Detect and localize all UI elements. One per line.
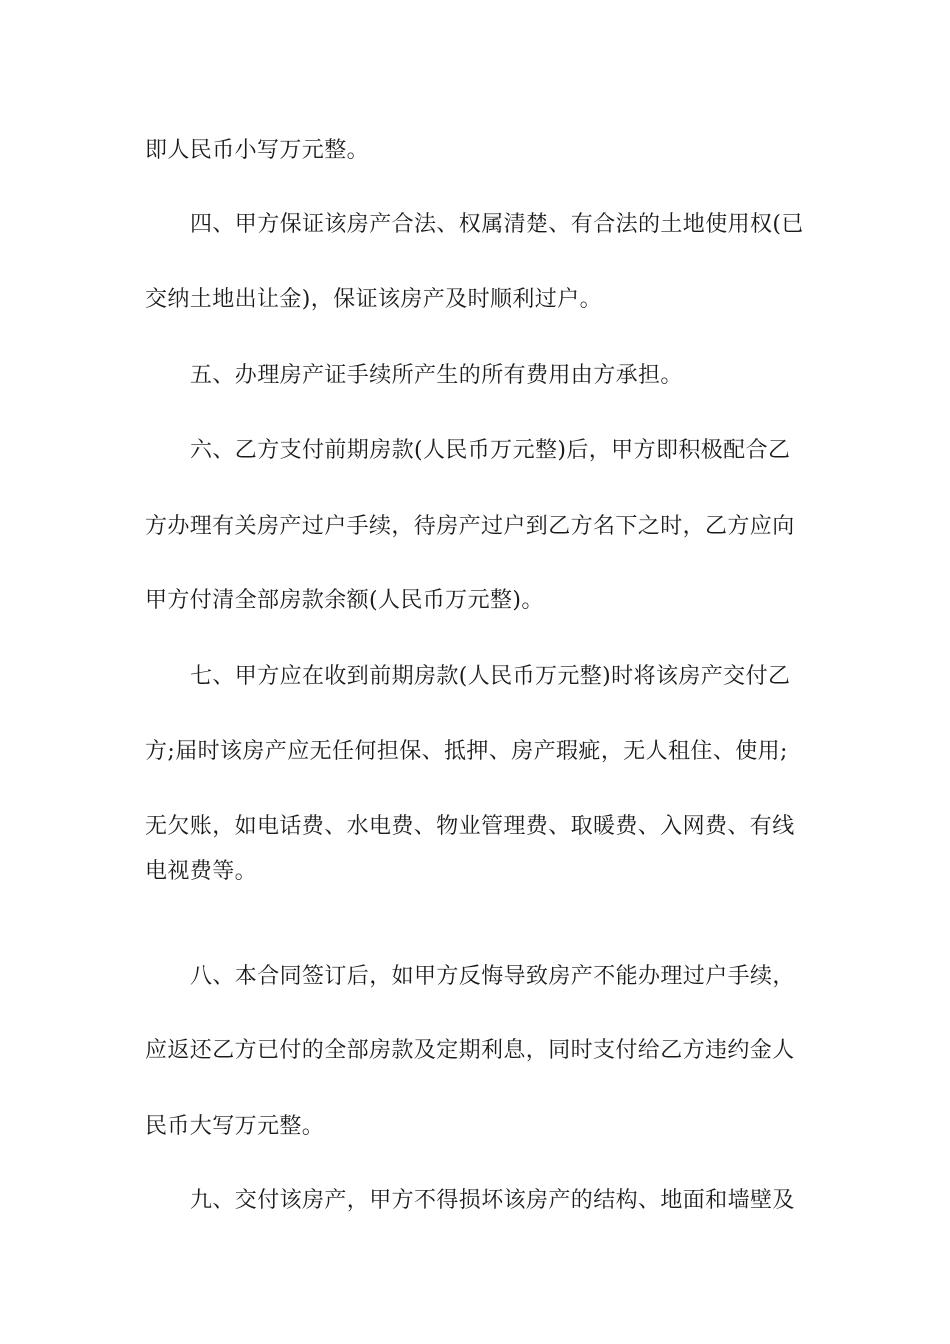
text-line: 交纳土地出让金)，保证该房产及时顺利过户。: [145, 287, 602, 312]
text-line: 甲方付清全部房款余额(人民币万元整)。: [145, 588, 544, 613]
clause-7-line: 七、甲方应在收到前期房款(人民币万元整)时将该房产交付乙: [190, 664, 791, 689]
text-line: 方办理有关房产过户手续，待房产过户到乙方名下之时，乙方应向: [145, 514, 795, 539]
clause-5-line: 五、办理房产证手续所产生的所有费用由方承担。: [190, 363, 683, 388]
text-line: 无欠账，如电话费、水电费、物业管理费、取暖费、入网费、有线: [145, 814, 795, 839]
clause-9-line: 九、交付该房产，甲方不得损坏该房产的结构、地面和墙壁及: [190, 1188, 795, 1213]
clause-8-line: 八、本合同签订后，如甲方反悔导致房产不能办理过户手续，: [190, 964, 795, 989]
text-line: 应返还乙方已付的全部房款及定期利息，同时支付给乙方违约金人: [145, 1038, 795, 1063]
text-line: 即人民币小写万元整。: [145, 138, 370, 163]
text-line: 方;届时该房产应无任何担保、抵押、房产瑕疵，无人租住、使用;: [145, 739, 788, 764]
clause-4-line: 四、甲方保证该房产合法、权属清楚、有合法的土地使用权(已: [190, 212, 804, 237]
text-line: 电视费等。: [145, 859, 258, 884]
text-line: 民币大写万元整。: [145, 1114, 325, 1139]
clause-6-line: 六、乙方支付前期房款(人民币万元整)后，甲方即积极配合乙: [190, 438, 791, 463]
